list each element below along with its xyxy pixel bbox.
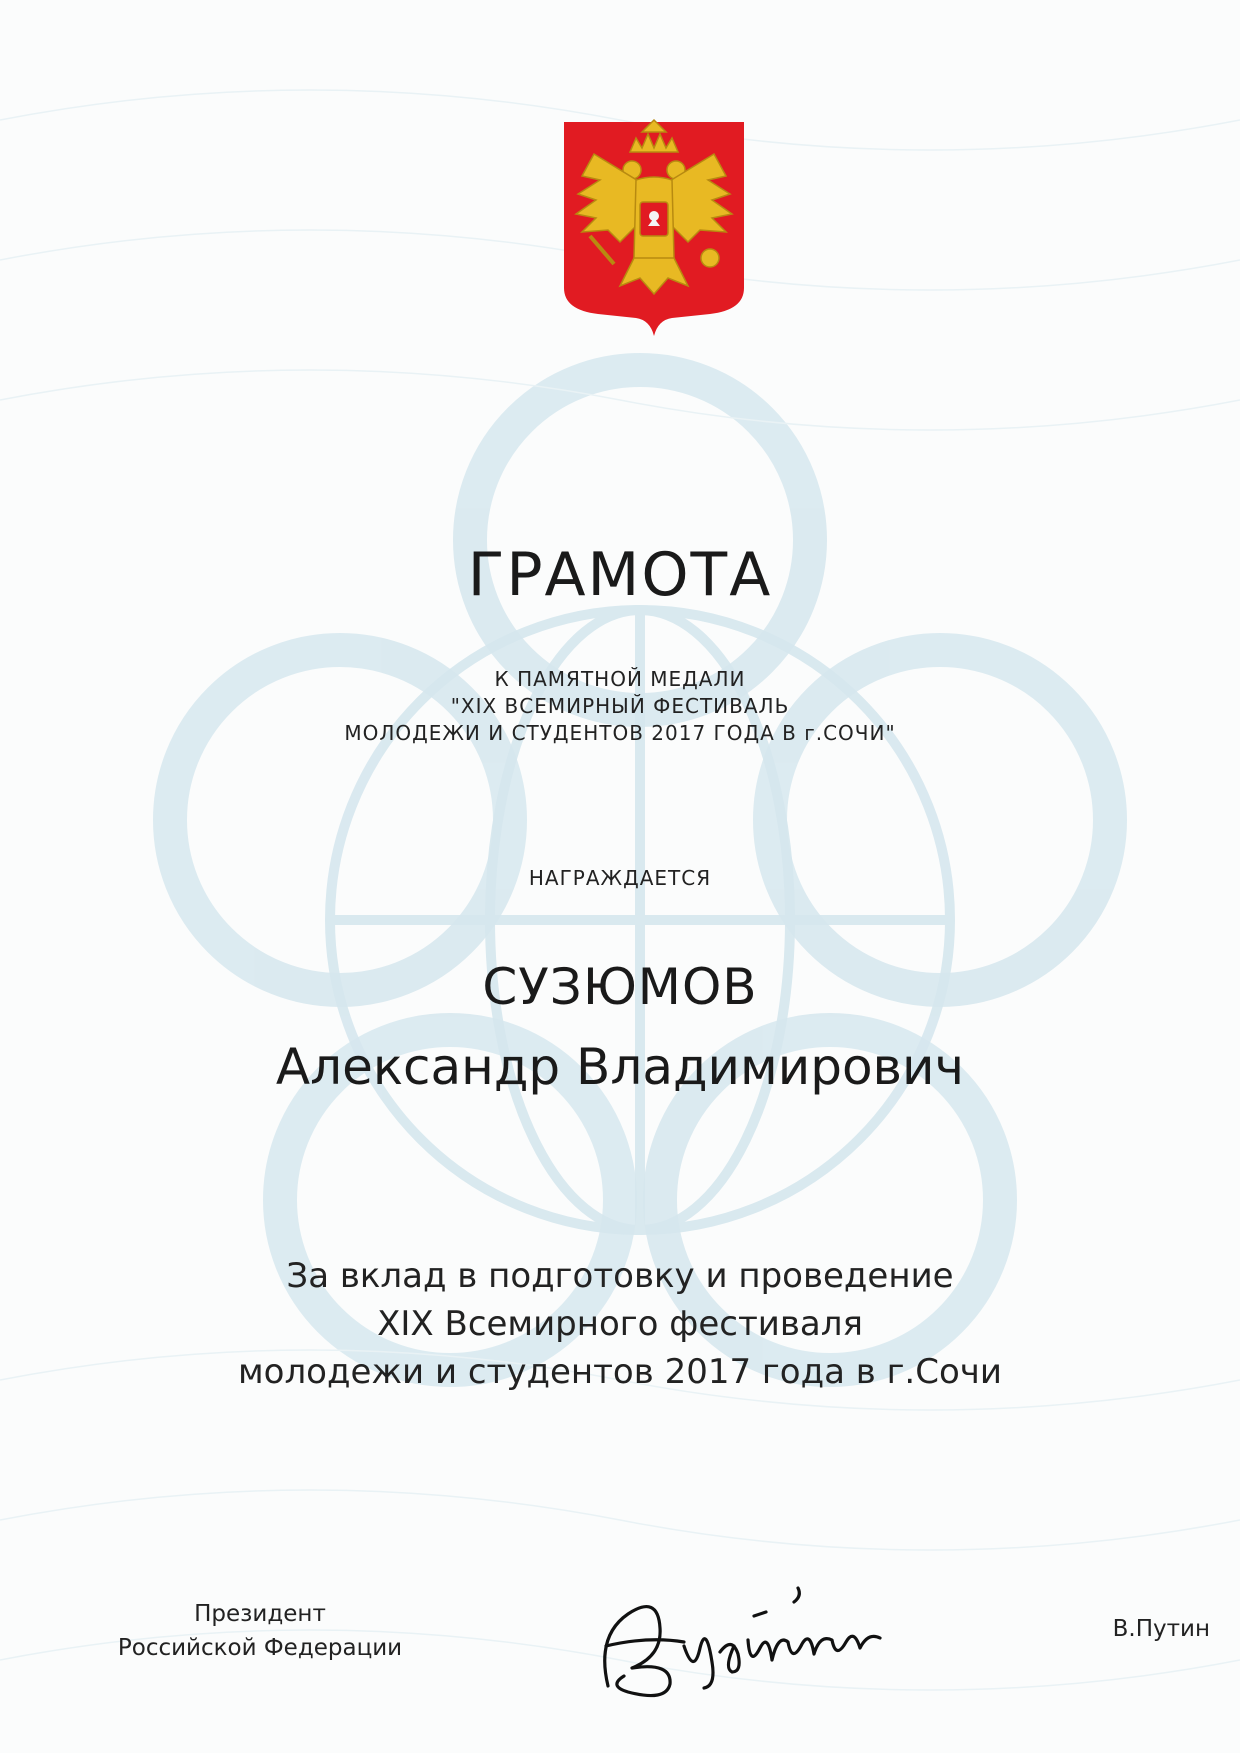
- reason-line: молодежи и студентов 2017 года в г.Сочи: [238, 1352, 1002, 1392]
- handwritten-signature: [588, 1576, 928, 1706]
- recipient-given-names: Александр Владимирович: [275, 1038, 965, 1096]
- recipient-surname: СУЗЮМОВ: [482, 958, 758, 1016]
- medal-description: [0, 666, 1240, 747]
- medal-line: "XIX ВСЕМИРНЫЙ ФЕСТИВАЛЬ: [450, 694, 790, 718]
- reason-line: За вклад в подготовку и проведение: [286, 1256, 954, 1296]
- document-title: ГРАМОТА: [467, 540, 773, 610]
- signer-name: В.Путин: [1112, 1616, 1210, 1642]
- medal-line: МОЛОДЕЖИ И СТУДЕНТОВ 2017 ГОДА В г.СОЧИ": [344, 721, 896, 745]
- awarded-label: НАГРАЖДАЕТСЯ: [528, 866, 712, 890]
- signer-title-line: Российской Федерации: [117, 1635, 403, 1661]
- medal-line: К ПАМЯТНОЙ МЕДАЛИ: [494, 667, 746, 691]
- coat-of-arms-icon: [560, 118, 748, 340]
- award-reason: [0, 1252, 1240, 1396]
- signer-title: [90, 1597, 430, 1665]
- reason-line: XIX Всемирного фестиваля: [377, 1304, 863, 1344]
- signer-title-line: Президент: [194, 1601, 326, 1627]
